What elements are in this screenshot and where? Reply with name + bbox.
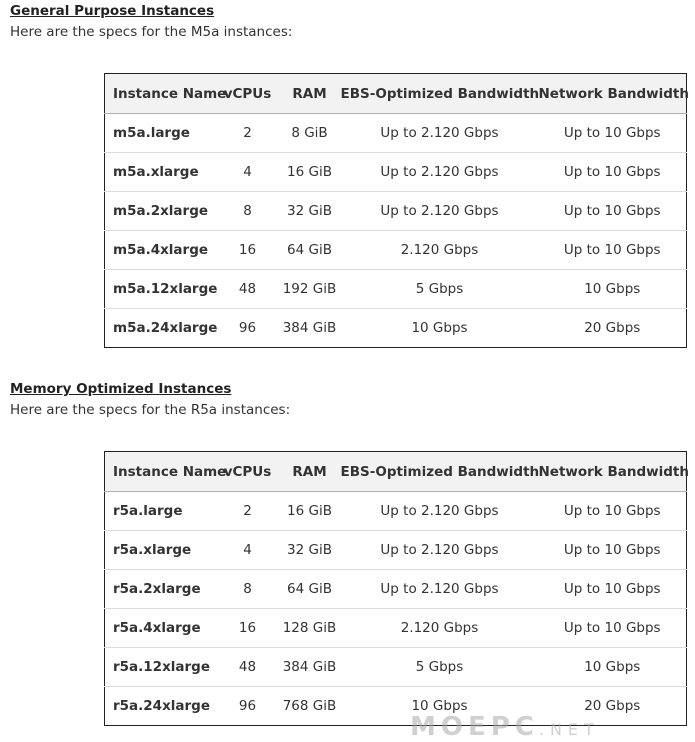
ebs-bandwidth-cell: Up to 2.120 Gbps (341, 153, 539, 192)
instance-name-cell: r5a.2xlarge (105, 570, 217, 609)
ebs-bandwidth-cell: Up to 2.120 Gbps (380, 125, 499, 141)
instance-name-cell: r5a.large (113, 503, 183, 519)
ram-cell: 64 GiB (279, 570, 341, 609)
vcpus-cell: 8 (217, 192, 279, 231)
instance-name-cell: r5a.12xlarge (105, 648, 217, 687)
header-instance-name: Instance Name (105, 74, 217, 114)
ram-cell: 32 GiB (279, 531, 341, 570)
ram-cell: 192 GiB (279, 270, 341, 309)
vcpus-cell: 96 (217, 687, 279, 726)
ebs-bandwidth-cell: Up to 2.120 Gbps (341, 570, 539, 609)
table-row (105, 309, 687, 348)
header-ram: RAM (279, 452, 341, 492)
network-bandwidth-cell: Up to 10 Gbps (539, 609, 687, 648)
ebs-bandwidth-cell: 5 Gbps (341, 270, 539, 309)
ebs-bandwidth-cell: 10 Gbps (341, 687, 539, 726)
ebs-bandwidth-cell: Up to 2.120 Gbps (380, 503, 499, 519)
ram-cell: 128 GiB (279, 609, 341, 648)
vcpus-cell: 16 (217, 609, 279, 648)
vcpus-cell: 16 (217, 231, 279, 270)
vcpus-cell: 96 (217, 309, 279, 348)
network-bandwidth-cell: Up to 10 Gbps (539, 192, 687, 231)
watermark (410, 712, 600, 742)
header-network-bandwidth: Network Bandwidth (539, 452, 687, 492)
network-bandwidth-cell: 10 Gbps (539, 270, 687, 309)
ram-cell: 32 GiB (279, 192, 341, 231)
vcpus-cell: 8 (217, 570, 279, 609)
ebs-bandwidth-cell: 2.120 Gbps (341, 609, 539, 648)
instance-name-cell: m5a.12xlarge (105, 270, 217, 309)
header-ram: RAM (279, 74, 341, 114)
instance-name-cell: r5a.24xlarge (105, 687, 217, 726)
instance-name-cell: r5a.xlarge (105, 531, 217, 570)
ram-cell: 16 GiB (279, 153, 341, 192)
ebs-bandwidth-cell: Up to 2.120 Gbps (341, 531, 539, 570)
network-bandwidth-cell: 10 Gbps (539, 648, 687, 687)
instance-name-cell: m5a.24xlarge (105, 309, 217, 348)
section-description-m5a: Here are the specs for the M5a instances: (10, 24, 293, 40)
section-title-general-purpose: General Purpose Instances (10, 3, 215, 19)
network-bandwidth-cell: 20 Gbps (539, 309, 687, 348)
network-bandwidth-cell: Up to 10 Gbps (539, 531, 687, 570)
header-ebs-bandwidth: EBS-Optimized Bandwidth (341, 452, 539, 492)
ram-cell: 16 GiB (287, 503, 332, 519)
network-bandwidth-cell: Up to 10 Gbps (563, 503, 661, 519)
table-row (105, 570, 687, 609)
header-instance-name: Instance Name (105, 452, 217, 492)
vcpus-cell: 48 (217, 270, 279, 309)
table-row (105, 492, 687, 531)
table-row (105, 270, 687, 309)
header-ebs-bandwidth: EBS-Optimized Bandwidth (341, 74, 539, 114)
instance-name-cell: m5a.4xlarge (105, 231, 217, 270)
ebs-bandwidth-cell: 10 Gbps (341, 309, 539, 348)
ram-cell: 384 GiB (279, 309, 341, 348)
table-header-row (105, 452, 687, 492)
table-row (105, 192, 687, 231)
table-row (105, 609, 687, 648)
ebs-bandwidth-cell: 2.120 Gbps (341, 231, 539, 270)
section-title-memory-optimized: Memory Optimized Instances (10, 381, 232, 397)
ram-cell: 8 GiB (291, 125, 328, 141)
vcpus-cell: 48 (217, 648, 279, 687)
network-bandwidth-cell: Up to 10 Gbps (539, 570, 687, 609)
vcpus-cell: 2 (243, 503, 252, 519)
instance-name-cell: m5a.2xlarge (105, 192, 217, 231)
network-bandwidth-cell: Up to 10 Gbps (539, 231, 687, 270)
instance-name-cell: m5a.large (113, 125, 190, 141)
m5a-specs-table (104, 73, 687, 348)
vcpus-cell: 4 (217, 153, 279, 192)
ram-cell: 64 GiB (279, 231, 341, 270)
header-vcpus: vCPUs (217, 74, 279, 114)
r5a-specs-table (104, 451, 687, 726)
header-network-bandwidth: Network Bandwidth (539, 74, 687, 114)
ram-cell: 384 GiB (279, 648, 341, 687)
table-row (105, 231, 687, 270)
table-row (105, 153, 687, 192)
watermark-suffix-text: .NET (538, 720, 600, 739)
ebs-bandwidth-cell: 5 Gbps (341, 648, 539, 687)
header-vcpus: vCPUs (217, 452, 279, 492)
table-row (105, 531, 687, 570)
vcpus-cell: 2 (243, 125, 252, 141)
section-description-r5a: Here are the specs for the R5a instances: (10, 402, 291, 418)
network-bandwidth-cell: Up to 10 Gbps (539, 153, 687, 192)
table-header-row (105, 74, 687, 114)
instance-name-cell: m5a.xlarge (105, 153, 217, 192)
ram-cell: 768 GiB (279, 687, 341, 726)
table-row (105, 114, 687, 153)
ebs-bandwidth-cell: Up to 2.120 Gbps (341, 192, 539, 231)
vcpus-cell: 4 (217, 531, 279, 570)
network-bandwidth-cell: 20 Gbps (539, 687, 687, 726)
network-bandwidth-cell: Up to 10 Gbps (563, 125, 661, 141)
instance-name-cell: r5a.4xlarge (105, 609, 217, 648)
watermark-main-text: MOEPC (410, 712, 539, 742)
table-row (105, 648, 687, 687)
